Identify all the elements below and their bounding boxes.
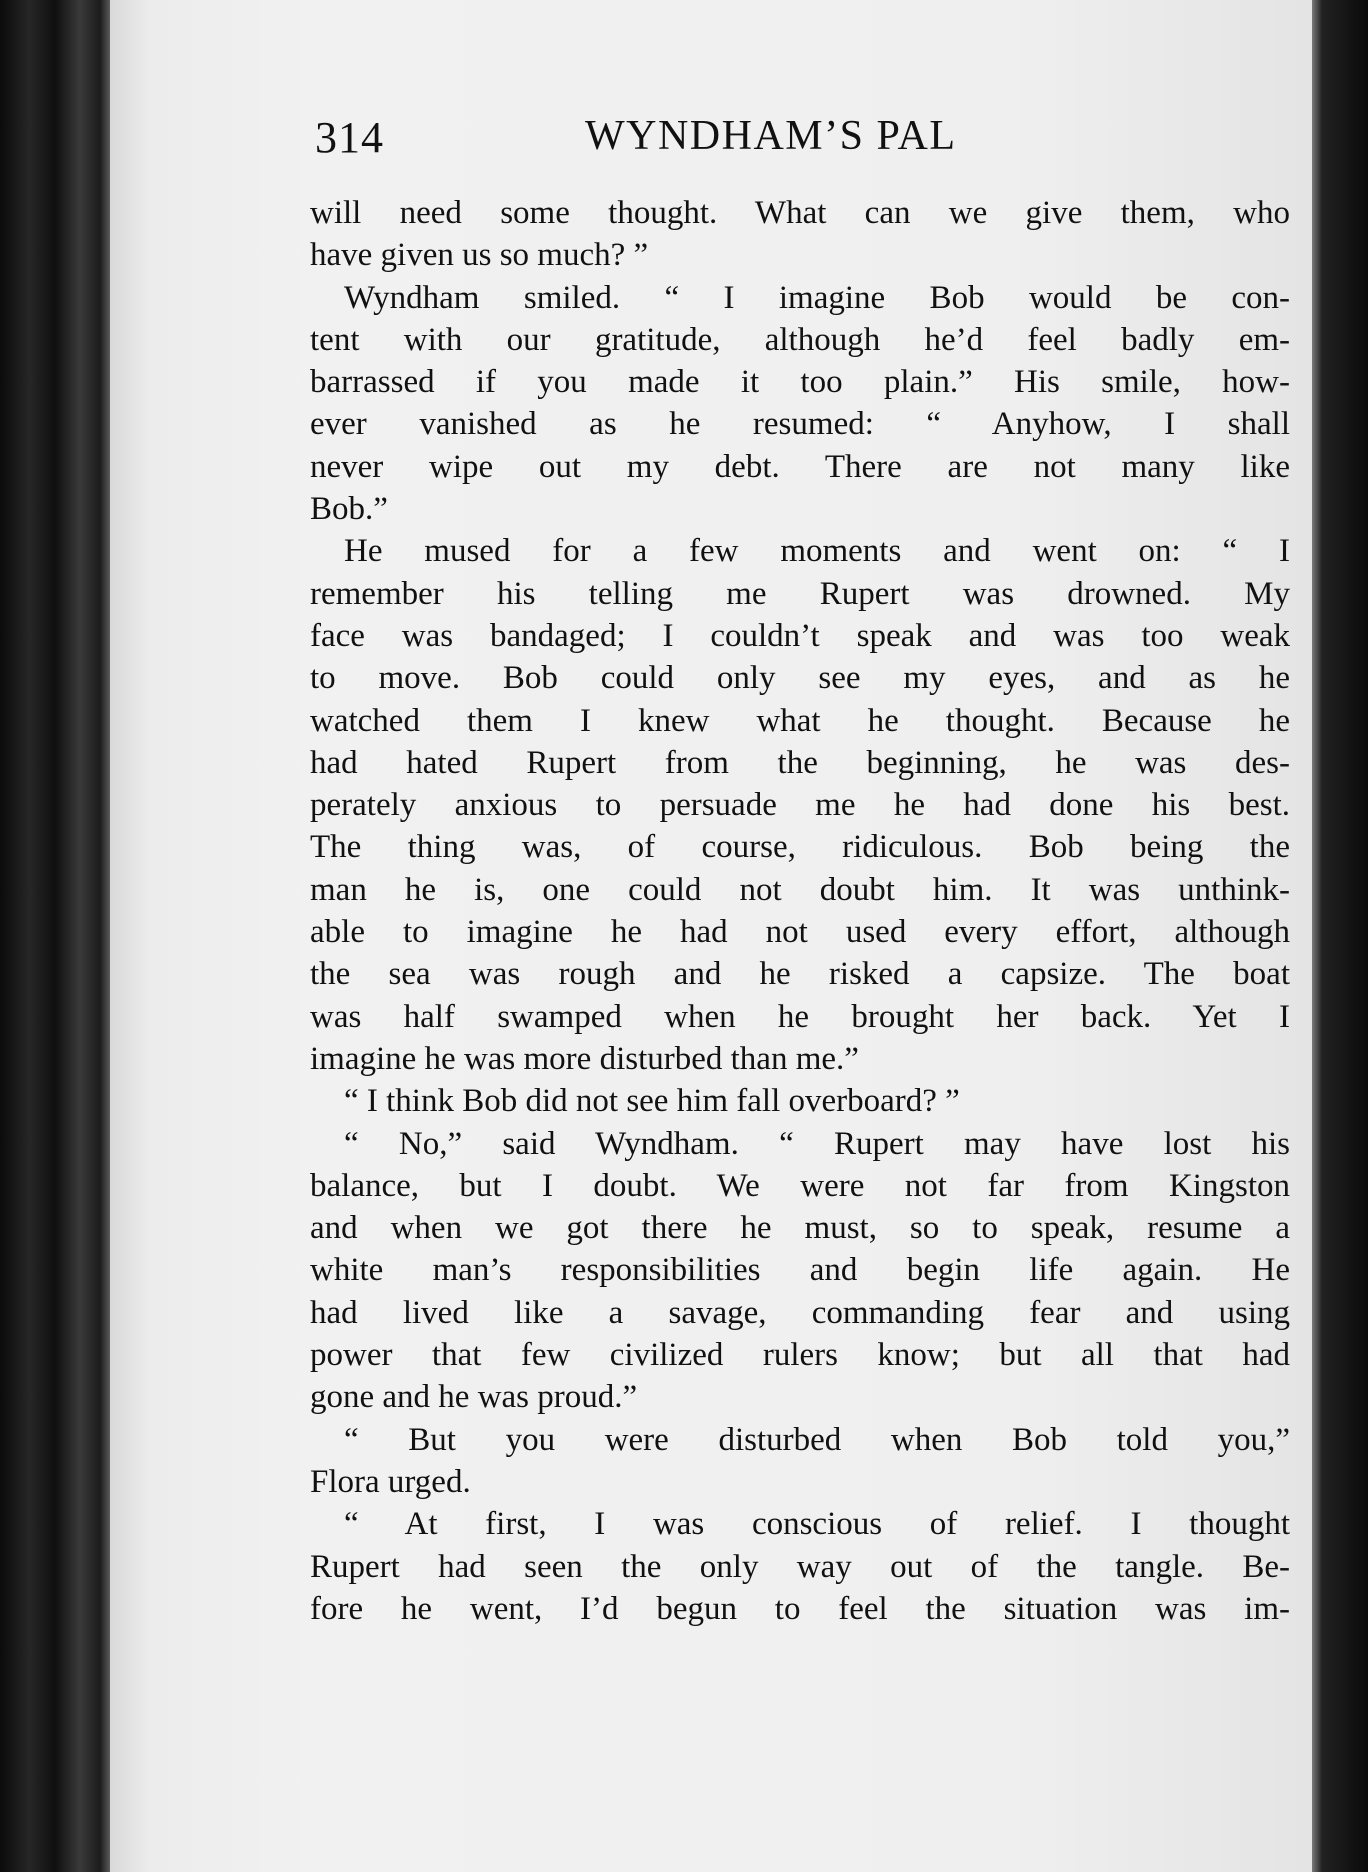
running-title: WYNDHAM’S PAL xyxy=(585,113,957,159)
book-binding xyxy=(0,0,110,1872)
page-edge xyxy=(1312,0,1368,1872)
text-line: ever vanished as he resumed: “ Anyhow, I shall xyxy=(310,406,1290,443)
text-line: imagine he was more disturbed than me.” xyxy=(310,1040,859,1077)
text-line: had hated Rupert from the beginning, he was des- xyxy=(310,744,1290,781)
text-line: was half swamped when he brought her back. Yet I xyxy=(310,998,1290,1035)
text-line: perately anxious to persuade me he had done his best. xyxy=(310,787,1290,824)
text-line: Flora urged. xyxy=(310,1463,471,1500)
text-line: able to imagine he had not used every effort, although xyxy=(310,914,1290,951)
text-line: Rupert had seen the only way out of the tangle. Be- xyxy=(310,1548,1290,1585)
text-line: gone and he was proud.” xyxy=(310,1379,638,1416)
text-line: “ No,” said Wyndham. “ Rupert may have lost his xyxy=(344,1125,1290,1162)
text-line: “ At first, I was conscious of relief. I thought xyxy=(344,1506,1290,1543)
text-line: fore he went, I’d begun to feel the situation was im- xyxy=(310,1590,1290,1627)
text-line: face was bandaged; I couldn’t speak and was too weak xyxy=(310,617,1290,654)
text-line: and when we got there he must, so to speak, resume a xyxy=(310,1210,1290,1247)
text-line: have given us so much? ” xyxy=(310,237,649,274)
text-line: watched them I knew what he thought. Because he xyxy=(310,702,1290,739)
text-line: Bob.” xyxy=(310,491,388,528)
text-line: “ But you were disturbed when Bob told you,” xyxy=(344,1421,1290,1458)
text-line: tent with our gratitude, although he’d feel badly em- xyxy=(310,321,1290,358)
text-line: balance, but I doubt. We were not far from Kingston xyxy=(310,1167,1290,1204)
text-line: Wyndham smiled. “ I imagine Bob would be con- xyxy=(344,279,1290,316)
book-page xyxy=(110,0,1312,1872)
text-line: He mused for a few moments and went on: “ I xyxy=(344,533,1290,570)
page-number: 314 xyxy=(315,113,384,162)
text-line: had lived like a savage, commanding fear and using xyxy=(310,1294,1290,1331)
page-header xyxy=(315,112,1055,162)
text-line: barrassed if you made it too plain.” His smile, how- xyxy=(310,364,1290,401)
text-line: “ I think Bob did not see him fall overboard? ” xyxy=(344,1083,960,1120)
text-line: remember his telling me Rupert was drowned. My xyxy=(310,575,1290,612)
text-line: white man’s responsibilities and begin life again. He xyxy=(310,1252,1290,1289)
text-line: man he is, one could not doubt him. It was unthink- xyxy=(310,871,1290,908)
text-line: power that few civilized rulers know; but all that had xyxy=(310,1337,1290,1374)
text-line: The thing was, of course, ridiculous. Bob being the xyxy=(310,829,1290,866)
text-line: the sea was rough and he risked a capsize. The boat xyxy=(310,956,1290,993)
text-line: will need some thought. What can we give them, who xyxy=(310,195,1290,231)
text-line: never wipe out my debt. There are not many like xyxy=(310,448,1290,485)
text-line: to move. Bob could only see my eyes, and as he xyxy=(310,660,1290,697)
body-text xyxy=(310,192,1290,1630)
